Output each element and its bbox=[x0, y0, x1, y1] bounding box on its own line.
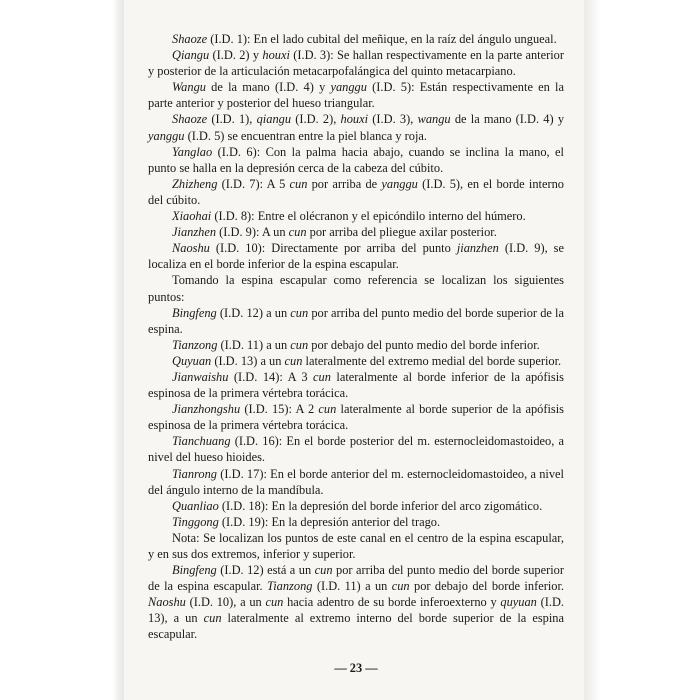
text-run: lateralmente al borde inferior de la apófisis espinosa de la primera vértebra torácica. bbox=[148, 369, 564, 401]
italic-term: cun bbox=[289, 176, 308, 191]
italic-term: Naoshu bbox=[148, 595, 186, 610]
italic-term: Shaoze bbox=[172, 112, 208, 127]
italic-term: houxi bbox=[262, 48, 290, 63]
paragraph bbox=[148, 305, 564, 337]
italic-term: Bingfeng bbox=[172, 305, 217, 320]
text-run: (I.D. 15): A 2 bbox=[240, 402, 319, 417]
text-run: Tomando la espina escapular como referencia se localizan los siguientes puntos: bbox=[148, 273, 564, 304]
paragraph bbox=[148, 353, 564, 369]
paragraph bbox=[148, 272, 564, 304]
text-run: (I.D. 10), a un bbox=[185, 595, 266, 610]
italic-term: wangu bbox=[417, 112, 451, 127]
left-page-margin bbox=[0, 0, 124, 700]
italic-term: cun bbox=[318, 402, 337, 417]
text-run: (I.D. 1): En el lado cubital del meñique, en la raíz del ángulo ungueal. bbox=[207, 32, 557, 46]
italic-term: Jianwaishu bbox=[172, 369, 229, 384]
paragraph bbox=[148, 498, 564, 514]
text-run: por arriba de bbox=[307, 176, 382, 191]
italic-term: cun bbox=[290, 305, 309, 320]
italic-term: cun bbox=[314, 563, 333, 578]
paragraph bbox=[148, 176, 564, 208]
paragraph bbox=[148, 562, 564, 642]
text-run: (I.D. 1), bbox=[207, 112, 257, 127]
paragraph bbox=[148, 240, 564, 272]
italic-term: qiangu bbox=[256, 112, 292, 127]
paragraph bbox=[148, 433, 564, 465]
page-body-text bbox=[148, 31, 564, 643]
paragraph bbox=[148, 111, 564, 143]
italic-term: yanggu bbox=[148, 128, 185, 143]
italic-term: cun bbox=[313, 369, 331, 384]
italic-term: yanggu bbox=[381, 176, 418, 191]
text-run: lateralmente al extremo interno del borde superior de la espina escapular. bbox=[148, 611, 564, 642]
paragraph bbox=[148, 466, 564, 498]
italic-term: jianzhen bbox=[456, 241, 499, 256]
text-run: (I.D. 13), a un bbox=[148, 595, 564, 626]
text-run: (I.D. 8): Entre el olécranon y el epicóndilo interno del húmero. bbox=[211, 209, 526, 224]
text-run: (I.D. 11) a un bbox=[217, 337, 291, 352]
paragraph bbox=[148, 208, 564, 224]
text-run: (I.D. 12) a un bbox=[216, 305, 291, 320]
paragraph bbox=[148, 31, 564, 47]
text-run: (I.D. 9), se localiza en el borde inferior de la espina escapular. bbox=[148, 241, 564, 272]
italic-term: Tinggong bbox=[172, 514, 219, 529]
text-run: (I.D. 3): Se hallan respectivamente en la parte anterior y posterior de la articulación metacarpofalángica del quinto metacarpiano. bbox=[148, 48, 564, 79]
text-run: de la mano (I.D. 4) y bbox=[205, 80, 331, 95]
paragraph bbox=[148, 514, 564, 530]
paragraph bbox=[148, 224, 564, 240]
italic-term: cun bbox=[265, 595, 284, 610]
paragraph bbox=[148, 401, 564, 433]
italic-term: Tianzong bbox=[172, 337, 218, 352]
text-run: (I.D. 11) a un bbox=[312, 579, 392, 594]
text-run: (I.D. 3), bbox=[368, 112, 418, 127]
text-run: (I.D. 12) está a un bbox=[216, 563, 315, 578]
italic-term: Tianrong bbox=[172, 466, 217, 481]
italic-term: Quanliao bbox=[172, 498, 219, 513]
text-run: (I.D. 7): A 5 bbox=[217, 176, 290, 191]
italic-term: Tianzong bbox=[267, 579, 313, 594]
italic-term: Qiangu bbox=[172, 48, 210, 63]
italic-term: cun bbox=[284, 353, 303, 368]
italic-term: Naoshu bbox=[172, 241, 210, 256]
text-run: Nota: Se localizan los puntos de este canal en el centro de la espina escapular, y en sus dos extremos, inferior y superior. bbox=[148, 530, 564, 561]
italic-term: Shaoze bbox=[172, 32, 208, 46]
text-run: (I.D. 5), en el borde interno del cúbito. bbox=[148, 176, 564, 207]
text-run: hacia adentro de su borde inferoexterno y bbox=[283, 595, 501, 610]
text-run: (I.D. 18): En la depresión del borde inferior del arco zigomático. bbox=[218, 498, 543, 513]
paragraph bbox=[148, 530, 564, 562]
italic-term: Quyuan bbox=[172, 353, 212, 368]
italic-term: Jianzhongshu bbox=[172, 402, 241, 417]
text-run: (I.D. 6): Con la palma hacia abajo, cuando se inclina la mano, el punto se halla en la depresión cerca de la cabeza del cúbito. bbox=[148, 144, 564, 175]
text-run: (I.D. 2), bbox=[291, 112, 341, 127]
text-run: por arriba del punto medio del borde superior de la espina escapular. bbox=[148, 563, 564, 594]
text-run: (I.D. 17): En el borde anterior del m. esternocleidomastoideo, a nivel del ángulo interno de la mandíbula. bbox=[148, 466, 564, 497]
italic-term: Bingfeng bbox=[172, 563, 217, 578]
italic-term: houxi bbox=[340, 112, 369, 127]
italic-term: cun bbox=[290, 337, 309, 352]
italic-term: cun bbox=[288, 225, 307, 240]
text-run: (I.D. 2) y bbox=[209, 48, 263, 63]
text-run: (I.D. 5): Están respectivamente en la parte anterior y posterior del hueso triangular. bbox=[148, 80, 564, 111]
paragraph bbox=[148, 144, 564, 176]
text-run: de la mano (I.D. 4) y bbox=[450, 112, 565, 127]
italic-term: Tianchuang bbox=[172, 434, 231, 449]
italic-term: cun bbox=[391, 579, 410, 594]
text-run: por debajo del borde inferior. bbox=[409, 579, 564, 594]
text-run: por debajo del punto medio del borde inferior. bbox=[308, 337, 540, 352]
text-run: (I.D. 16): En el borde posterior del m. esternocleidomastoideo, a nivel del hueso hioides. bbox=[148, 434, 564, 465]
italic-term: Xiaohai bbox=[172, 209, 212, 224]
italic-term: quyuan bbox=[500, 595, 537, 610]
text-run: (I.D. 14): A 3 bbox=[228, 369, 313, 384]
italic-term: Yanglao bbox=[172, 144, 213, 159]
paragraph bbox=[148, 79, 564, 111]
italic-term: Wangu bbox=[172, 80, 206, 95]
text-run: (I.D. 19): En la depresión anterior del trago. bbox=[218, 514, 441, 529]
paragraph bbox=[148, 337, 564, 353]
italic-term: Zhizheng bbox=[172, 176, 218, 191]
italic-term: yanggu bbox=[330, 80, 367, 95]
text-run: (I.D. 9): A un bbox=[216, 225, 289, 240]
text-run: (I.D. 10): Directamente por arriba del punto bbox=[209, 241, 457, 256]
page-number: — 23 — bbox=[334, 661, 378, 675]
right-page-margin bbox=[584, 0, 700, 700]
italic-term: Jianzhen bbox=[172, 225, 217, 240]
text-run: (I.D. 5) se encuentran entre la piel blanca y roja. bbox=[184, 128, 428, 143]
paragraph bbox=[148, 369, 564, 401]
text-run: lateralmente al borde superior de la apófisis espinosa de la primera vértebra torácica. bbox=[148, 402, 564, 433]
text-run: (I.D. 13) a un bbox=[211, 353, 285, 368]
paragraph bbox=[148, 47, 564, 79]
text-run: lateralmente del extremo medial del borde superior. bbox=[302, 353, 562, 368]
text-run: por arriba del punto medio del borde superior de la espina. bbox=[148, 305, 564, 336]
text-run: por arriba del pliegue axilar posterior. bbox=[306, 225, 497, 240]
italic-term: cun bbox=[203, 611, 222, 626]
